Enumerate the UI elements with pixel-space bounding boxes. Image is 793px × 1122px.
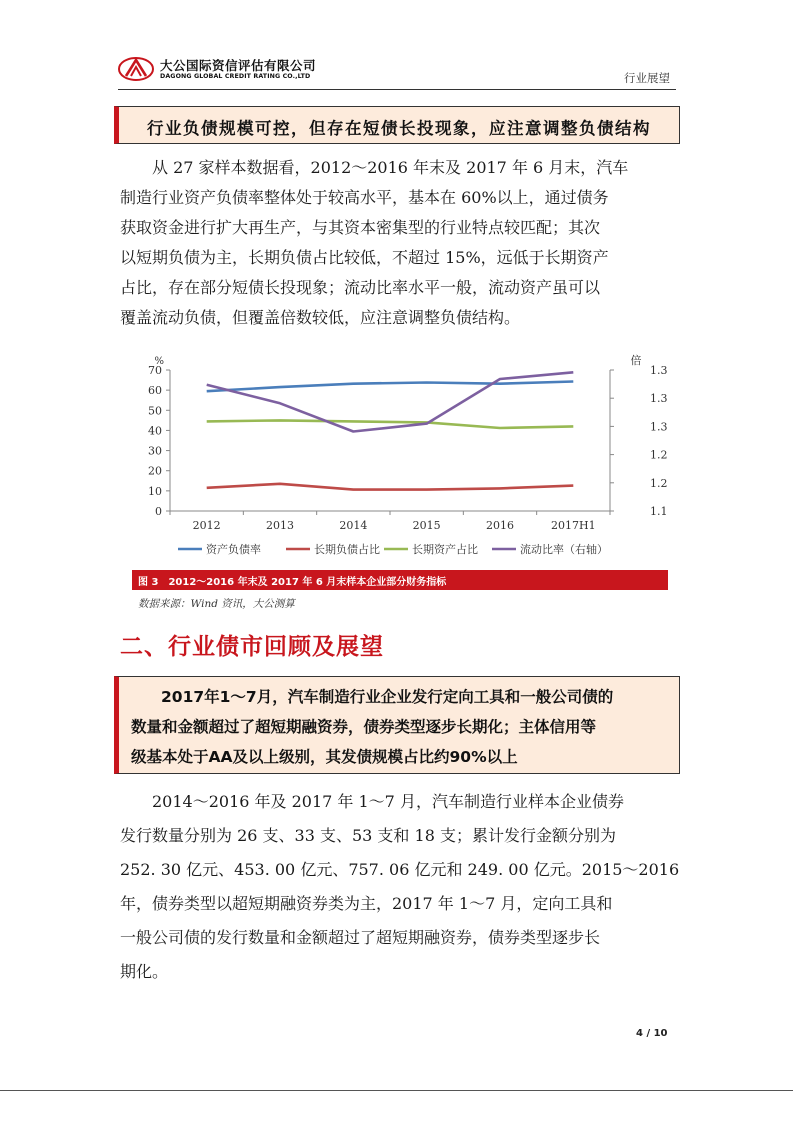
summary-box-1-text: 行业负债规模可控，但存在短债长投现象，应注意调整负债结构	[147, 119, 651, 138]
x-axis-tick-label: 2016	[486, 519, 514, 532]
company-name-en: DAGONG GLOBAL CREDIT RATING CO.,LTD	[160, 73, 311, 80]
left-axis-tick-label: 20	[148, 464, 162, 478]
summary-box-2-line: 级基本处于AA及以上级别，其发债规模占比约90%以上	[131, 748, 518, 766]
page-number: 4 / 10	[636, 1028, 668, 1039]
summary-box-2-line: 2017年1～7月，汽车制造行业企业发行定向工具和一般公司债的	[161, 688, 614, 706]
company-name-cn: 大公国际资信评估有限公司	[160, 58, 317, 73]
summary-box-1	[114, 106, 680, 144]
paragraph-1-line: 覆盖流动负债，但覆盖倍数较低，应注意调整负债结构。	[120, 308, 521, 327]
x-axis-tick-label: 2015	[412, 519, 441, 532]
paragraph-2-line: 2014～2016 年及 2017 年 1～7 月，汽车制造行业样本企业债券	[152, 792, 624, 811]
paragraph-2-line: 发行数量分别为 26 支、33 支、53 支和 18 支；累计发行金额分别为	[120, 826, 616, 845]
right-axis-tick-label: 1.2	[650, 476, 668, 490]
right-axis-tick-label: 1.3	[650, 392, 668, 406]
right-axis-tick-label: 1.2	[650, 448, 668, 462]
left-axis-tick-label: 30	[148, 444, 162, 458]
summary-box-2-line: 数量和金额超过了超短期融资券，债券类型逐步长期化；主体信用等	[131, 718, 597, 736]
x-axis-tick-label: 2014	[339, 519, 368, 532]
chart-series-group	[207, 372, 574, 489]
paragraph-2-line: 期化。	[120, 962, 169, 981]
legend-label: 资产负债率	[206, 543, 261, 556]
paragraph-1-line: 以短期负债为主，长期负债占比较低，不超过 15%，远低于长期资产	[120, 248, 609, 267]
chart-axes	[148, 353, 668, 532]
summary-box-2	[114, 676, 680, 774]
figure-caption-bar	[132, 570, 668, 590]
left-axis-tick-label: 0	[155, 505, 162, 518]
left-axis-unit: %	[154, 356, 164, 367]
paragraph-2-line: 一般公司债的发行数量和金额超过了超短期融资券，债券类型逐步长	[120, 928, 601, 947]
paragraph-1-line: 占比，存在部分短债长投现象；流动比率水平一般，流动资产虽可以	[120, 278, 601, 297]
chart-legend	[178, 542, 608, 556]
legend-label: 长期负债占比	[314, 543, 380, 556]
x-axis-tick-label: 2013	[266, 519, 294, 532]
figure-source: 数据来源：Wind 资讯，大公测算	[138, 598, 295, 610]
right-axis-tick-label: 1.1	[650, 505, 668, 518]
paragraph-2-line: 252. 30 亿元、453. 00 亿元、757. 06 亿元和 249. 00 亿元。2015～2016	[120, 860, 680, 879]
left-axis-tick-label: 50	[148, 404, 162, 418]
legend-label: 长期资产占比	[412, 543, 478, 556]
right-axis-tick-label: 1.3	[650, 364, 668, 377]
paragraph-1-line: 制造行业资产负债率整体处于较高水平，基本在 60%以上，通过债务	[120, 188, 609, 207]
series-line	[207, 484, 574, 490]
section-label: 行业展望	[624, 71, 670, 85]
dagong-logo-icon	[118, 56, 154, 82]
page-header	[118, 52, 676, 90]
right-axis-unit: 倍	[630, 354, 642, 367]
figure-caption: 图 3 2012～2016 年末及 2017 年 6 月末样本企业部分财务指标	[138, 577, 447, 588]
right-axis-tick-label: 1.3	[650, 420, 668, 434]
section-title: 二、行业债市回顾及展望	[120, 634, 384, 660]
legend-label: 流动比率（右轴）	[520, 543, 608, 556]
paragraph-2-line: 年，债券类型以超短期融资券类为主，2017 年 1～7 月，定向工具和	[120, 894, 613, 913]
x-axis-tick-label: 2012	[192, 519, 221, 532]
left-axis-tick-label: 60	[148, 384, 162, 398]
series-line	[207, 382, 574, 392]
left-axis-tick-label: 40	[148, 424, 162, 438]
left-axis-tick-label: 70	[148, 364, 162, 377]
x-axis-tick-label: 2017H1	[551, 519, 596, 532]
paragraph-1-line: 获取资金进行扩大再生产，与其资本密集型的行业特点较匹配；其次	[120, 218, 601, 237]
left-axis-tick-label: 10	[148, 484, 162, 498]
paragraph-1-line: 从 27 家样本数据看，2012～2016 年末及 2017 年 6 月末，汽车	[152, 158, 629, 177]
financial-indicators-chart	[118, 350, 678, 568]
footer-divider	[0, 1090, 793, 1091]
